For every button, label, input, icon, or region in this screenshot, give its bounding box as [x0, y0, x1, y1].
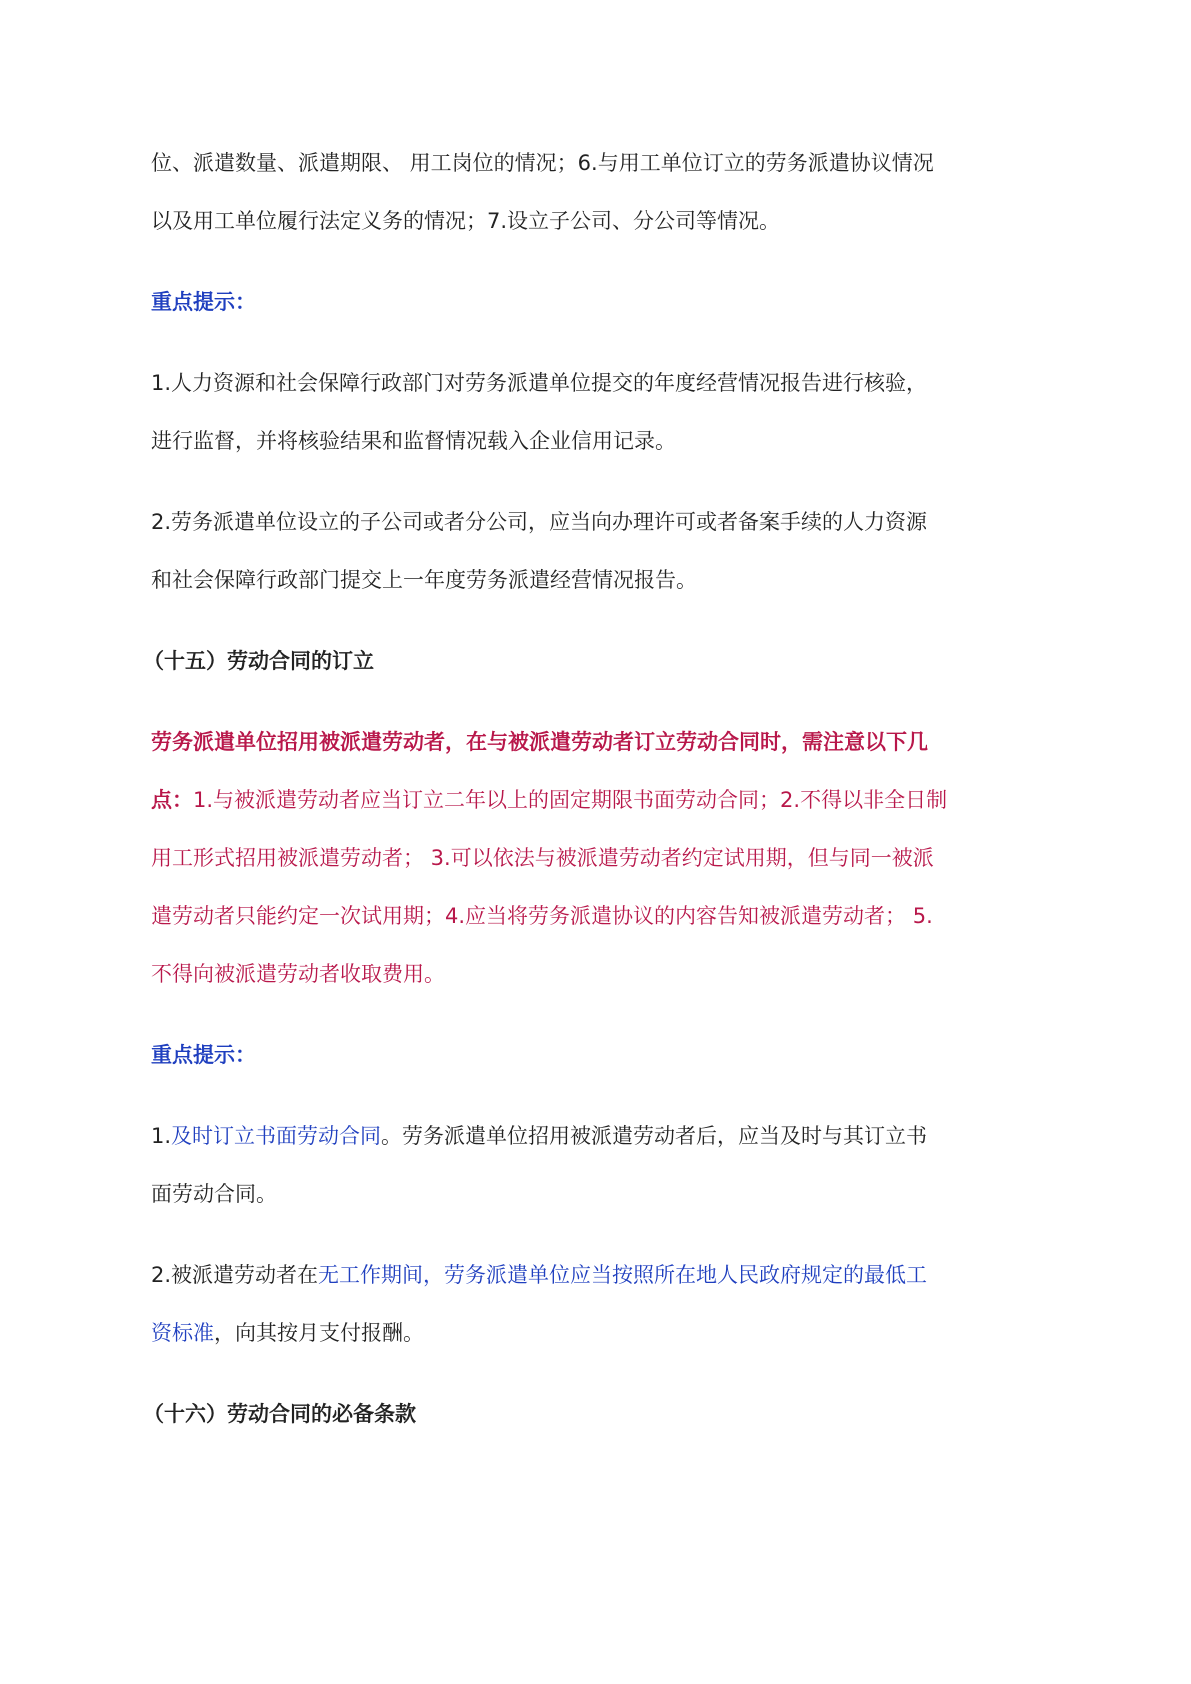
highlight-line: 用工形式招用被派遣劳动者； 3.可以依法与被派遣劳动者约定试用期，但与同一被派 — [151, 846, 934, 870]
highlight-line: 不得向被派遣劳动者收取费用。 — [151, 962, 445, 986]
paragraph-line — [151, 1260, 927, 1290]
paragraph-line — [151, 1121, 927, 1151]
paragraph-line: 1.人力资源和社会保障行政部门对劳务派遣单位提交的年度经营情况报告进行核验， — [151, 371, 928, 395]
highlight-bold-text: 点： — [151, 788, 193, 812]
text-segment: 。劳务派遣单位招用被派遣劳动者后，应当及时与其订立书 — [381, 1124, 928, 1148]
key-tip-heading: 重点提示： — [151, 290, 256, 314]
paragraph-line: 和社会保障行政部门提交上一年度劳务派遣经营情况报告。 — [151, 568, 697, 592]
paragraph-line: 进行监督，并将核验结果和监督情况载入企业信用记录。 — [151, 429, 676, 453]
highlight-line — [151, 785, 947, 815]
paragraph-line — [151, 1318, 424, 1348]
paragraph-line: 以及用工单位履行法定义务的情况；7.设立子公司、分公司等情况。 — [151, 209, 781, 233]
text-segment: ，向其按月支付报酬。 — [214, 1321, 424, 1345]
key-tip-heading: 重点提示： — [151, 1043, 256, 1067]
text-segment: 1. — [151, 1124, 172, 1148]
section-heading: （十六）劳动合同的必备条款 — [143, 1402, 416, 1426]
highlight-line: 劳务派遣单位招用被派遣劳动者，在与被派遣劳动者订立劳动合同时，需注意以下几 — [151, 730, 928, 754]
paragraph-line: 2.劳务派遣单位设立的子公司或者分公司，应当向办理许可或者备案手续的人力资源 — [151, 510, 928, 534]
section-heading: （十五）劳动合同的订立 — [143, 649, 374, 673]
emphasis-text: 资标准 — [151, 1321, 214, 1345]
paragraph-line: 位、派遣数量、派遣期限、 用工岗位的情况；6.与用工单位订立的劳务派遣协议情况 — [151, 151, 934, 175]
emphasis-text: 无工作期间，劳务派遣单位应当按照所在地人民政府规定的最低工 — [318, 1263, 928, 1287]
highlight-text: 1.与被派遣劳动者应当订立二年以上的固定期限书面劳动合同；2.不得以非全日制 — [193, 788, 948, 812]
paragraph-line: 面劳动合同。 — [151, 1182, 277, 1206]
text-segment: 2.被派遣劳动者在 — [151, 1263, 319, 1287]
highlight-line: 遣劳动者只能约定一次试用期；4.应当将劳务派遣协议的内容告知被派遣劳动者； 5. — [151, 904, 933, 928]
emphasis-text: 及时订立书面劳动合同 — [171, 1124, 382, 1148]
